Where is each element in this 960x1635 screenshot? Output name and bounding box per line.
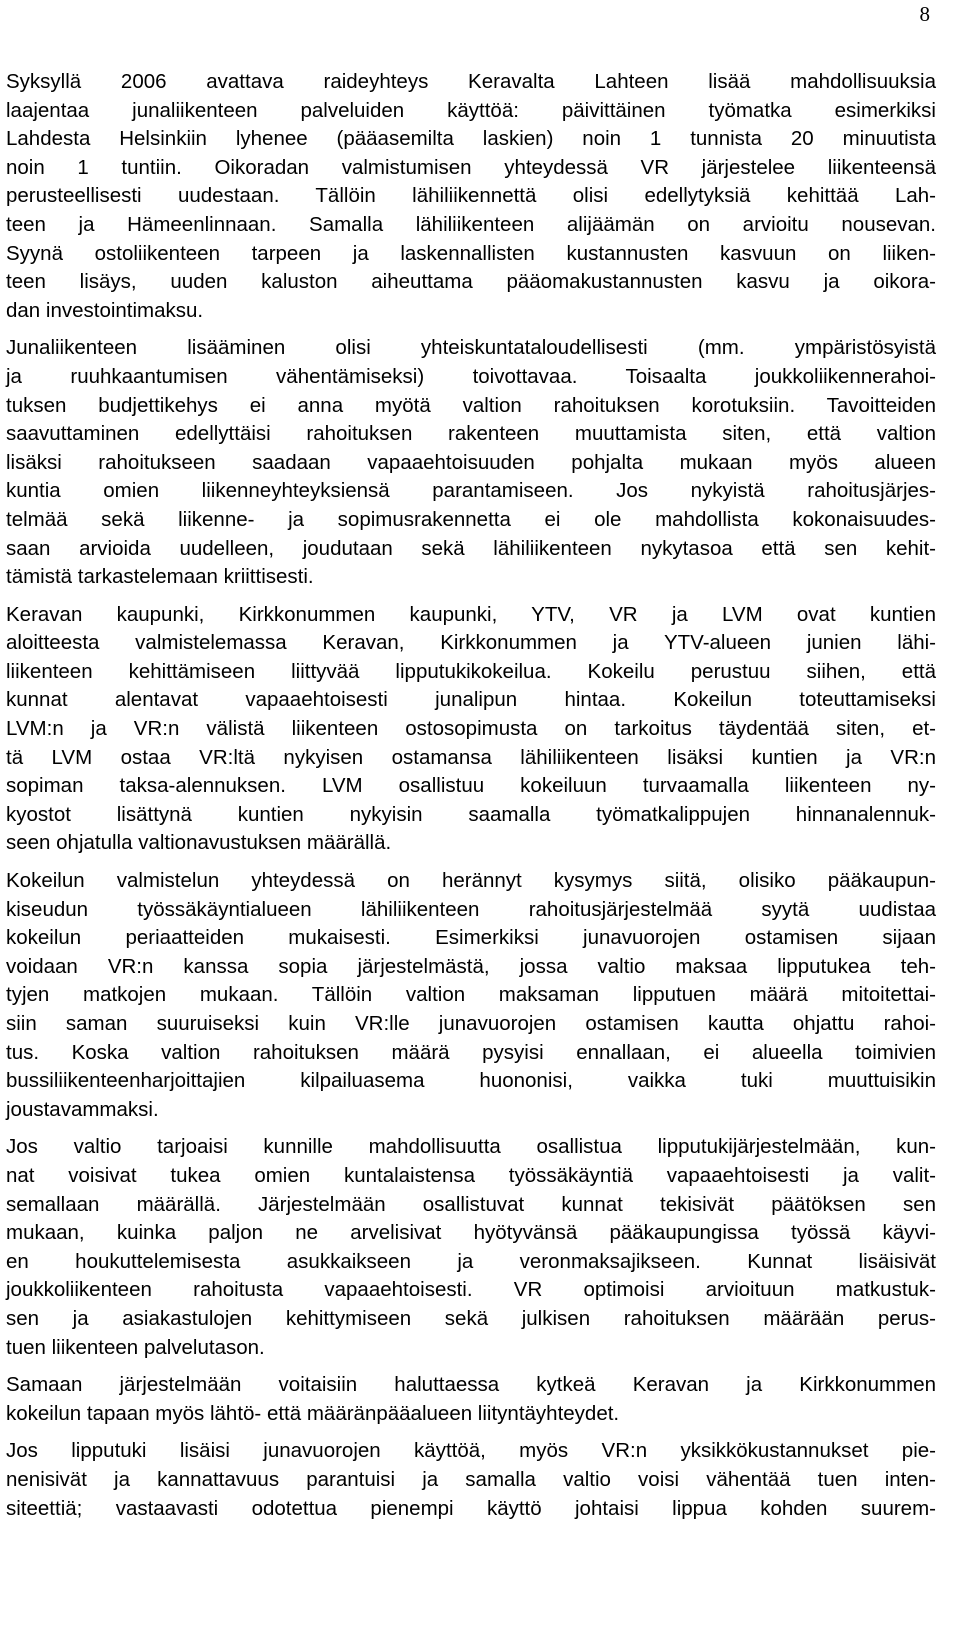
text-line: dan investointimaksu.	[6, 298, 204, 322]
text-line: saan arvioida uudelleen, joudutaan sekä lähiliikenteen nykytasoa että sen kehit-	[6, 536, 936, 560]
text-line: LVM:n ja VR:n välistä liikenteen ostosopimusta on tarkoitus täydentää siten, et-	[6, 717, 936, 741]
text-line: joukkoliikenteen rahoitusta vapaaehtoisesti. VR optimoisi arvioituun matkustuk-	[6, 1278, 936, 1302]
paragraph-7	[6, 1437, 936, 1523]
text-line: mukaan, kuinka paljon ne arvelisivat hyötyvänsä pääkaupungissa työssä käyvi-	[6, 1221, 936, 1245]
text-line: noin 1 tuntiin. Oikoradan valmistumisen yhteydessä VR järjestelee liikenteensä	[6, 155, 936, 179]
text-line: perusteellisesti uudestaan. Tällöin lähiliikennettä olisi edellytyksiä kehittää Lah-	[6, 184, 936, 208]
text-line: kokeilun periaatteiden mukaisesti. Esimerkiksi junavuorojen ostamisen sijaan	[6, 926, 936, 950]
text-line: teen ja Hämeenlinnaan. Samalla lähiliikenteen alijäämän on arvioitu nousevan.	[6, 212, 936, 236]
paragraph-6	[6, 1371, 936, 1428]
text-line: Samaan järjestelmään voitaisiin haluttaessa kytkeä Keravan ja Kirkkonummen	[6, 1373, 936, 1397]
text-line: sopiman taksa-alennuksen. LVM osallistuu kokeiluun turvaamalla liikenteen ny-	[6, 774, 936, 798]
text-line: tus. Koska valtion rahoituksen määrä pysyisi ennallaan, ei alueella toimivien	[6, 1040, 936, 1064]
text-line: Kokeilun valmistelun yhteydessä on herännyt kysymys siitä, olisiko pääkaupun-	[6, 869, 936, 893]
text-line: kokeilun tapaan myös lähtö- että määränpääalueen liityntäyhteydet.	[6, 1401, 620, 1425]
paragraph-2	[6, 334, 936, 591]
text-line: Keravan kaupunki, Kirkkonummen kaupunki, YTV, VR ja LVM ovat kuntien	[6, 602, 936, 626]
paragraph-5	[6, 1133, 936, 1362]
text-line: bussiliikenteenharjoittajien kilpailuasema huononisi, vaikka tuki muuttuisikin	[6, 1069, 936, 1093]
text-line: joustavammaksi.	[6, 1097, 159, 1121]
text-line: teen lisäys, uuden kaluston aiheuttama pääomakustannusten kasvu ja oikora-	[6, 270, 936, 294]
paragraph-list	[6, 68, 936, 1523]
text-line: nat voisivat tukea omien kuntalaistensa työssäkäyntiä vapaaehtoisesti ja valit-	[6, 1163, 936, 1187]
document-body	[6, 68, 936, 1532]
text-line: Jos valtio tarjoaisi kunnille mahdollisuutta osallistua lipputukijärjestelmään, kun-	[6, 1135, 936, 1159]
text-line: Jos lipputuki lisäisi junavuorojen käyttöä, myös VR:n yksikkökustannukset pie-	[6, 1439, 936, 1463]
text-line: sen ja asiakastulojen kehittymiseen sekä julkisen rahoituksen määrään perus-	[6, 1306, 936, 1330]
text-line: tuen liikenteen palvelutason.	[6, 1335, 265, 1359]
text-line: siteettiä; vastaavasti odotettua pienempi käyttö johtaisi lippua kohden suurem-	[6, 1496, 936, 1520]
text-line: nenisivät ja kannattavuus parantuisi ja samalla valtio voisi vähentää tuen inten-	[6, 1467, 936, 1491]
text-line: semallaan määrällä. Järjestelmään osallistuvat kunnat tekisivät päätöksen sen	[6, 1192, 936, 1216]
text-line: Syksyllä 2006 avattava raideyhteys Keravalta Lahteen lisää mahdollisuuksia	[6, 70, 936, 93]
text-line: Lahdesta Helsinkiin lyhenee (pääasemilta laskien) noin 1 tunnista 20 minuutista	[6, 127, 936, 151]
text-line: Syynä ostoliikenteen tarpeen ja laskennallisten kustannusten kasvuun on liiken-	[6, 241, 936, 265]
page-number: 8	[919, 2, 930, 26]
text-line: seen ohjatulla valtionavustuksen määrällä.	[6, 831, 392, 855]
text-line: tämistä tarkastelemaan kriittisesti.	[6, 565, 314, 589]
text-line: kunnat alentavat vapaaehtoisesti junalipun hintaa. Kokeilun toteuttamiseksi	[6, 688, 936, 712]
text-line: telmää sekä liikenne- ja sopimusrakennetta ei ole mahdollista kokonaisuudes-	[6, 507, 936, 531]
paragraph-1	[6, 68, 936, 325]
text-line: Junaliikenteen lisääminen olisi yhteiskuntataloudellisesti (mm. ympäristösyistä	[6, 336, 936, 360]
text-line: tyjen matkojen mukaan. Tällöin valtion maksaman lipputuen määrä mitoitettai-	[6, 983, 936, 1007]
text-line: tuksen budjettikehys ei anna myötä valtion rahoituksen korotuksiin. Tavoitteiden	[6, 393, 936, 417]
text-line: kuntia omien liikenneyhteyksiensä parantamiseen. Jos nykyistä rahoitusjärjes-	[6, 479, 936, 503]
text-line: liikenteen kehittämiseen liittyvää lipputukikokeilua. Kokeilu perustuu siihen, että	[6, 659, 936, 683]
text-line: saavuttaminen edellyttäisi rahoituksen rakenteen muuttamista siten, että valtion	[6, 422, 936, 446]
text-line: siin saman suuruiseksi kuin VR:lle junavuorojen ostamisen kautta ohjattu rahoi-	[6, 1012, 936, 1035]
paragraph-3	[6, 601, 936, 858]
text-line: kiseudun työssäkäyntialueen lähiliikenteen rahoitusjärjestelmää syytä uudistaa	[6, 897, 936, 921]
text-line: aloitteesta valmistelemassa Keravan, Kirkkonummen ja YTV-alueen junien lähi-	[6, 631, 936, 655]
text-line: lisäksi rahoitukseen saadaan vapaaehtoisuuden pohjalta mukaan myös alueen	[6, 450, 936, 474]
text-line: en houkuttelemisesta asukkaikseen ja veronmaksajikseen. Kunnat lisäisivät	[6, 1249, 936, 1273]
text-line: laajentaa junaliikenteen palveluiden käyttöä: päivittäinen työmatka esimerkiksi	[6, 98, 936, 122]
text-line: kyostot lisättynä kuntien nykyisin saamalla työmatkalippujen hinnanalennuk-	[6, 802, 936, 826]
paragraph-4	[6, 867, 936, 1124]
text-line: voidaan VR:n kanssa sopia järjestelmästä, jossa valtio maksaa lipputukea teh-	[6, 954, 936, 978]
text-line: tä LVM ostaa VR:ltä nykyisen ostamansa lähiliikenteen lisäksi kuntien ja VR:n	[6, 745, 936, 769]
text-line: ja ruuhkaantumisen vähentämiseksi) toivottavaa. Toisaalta joukkoliikennerahoi-	[6, 364, 936, 388]
